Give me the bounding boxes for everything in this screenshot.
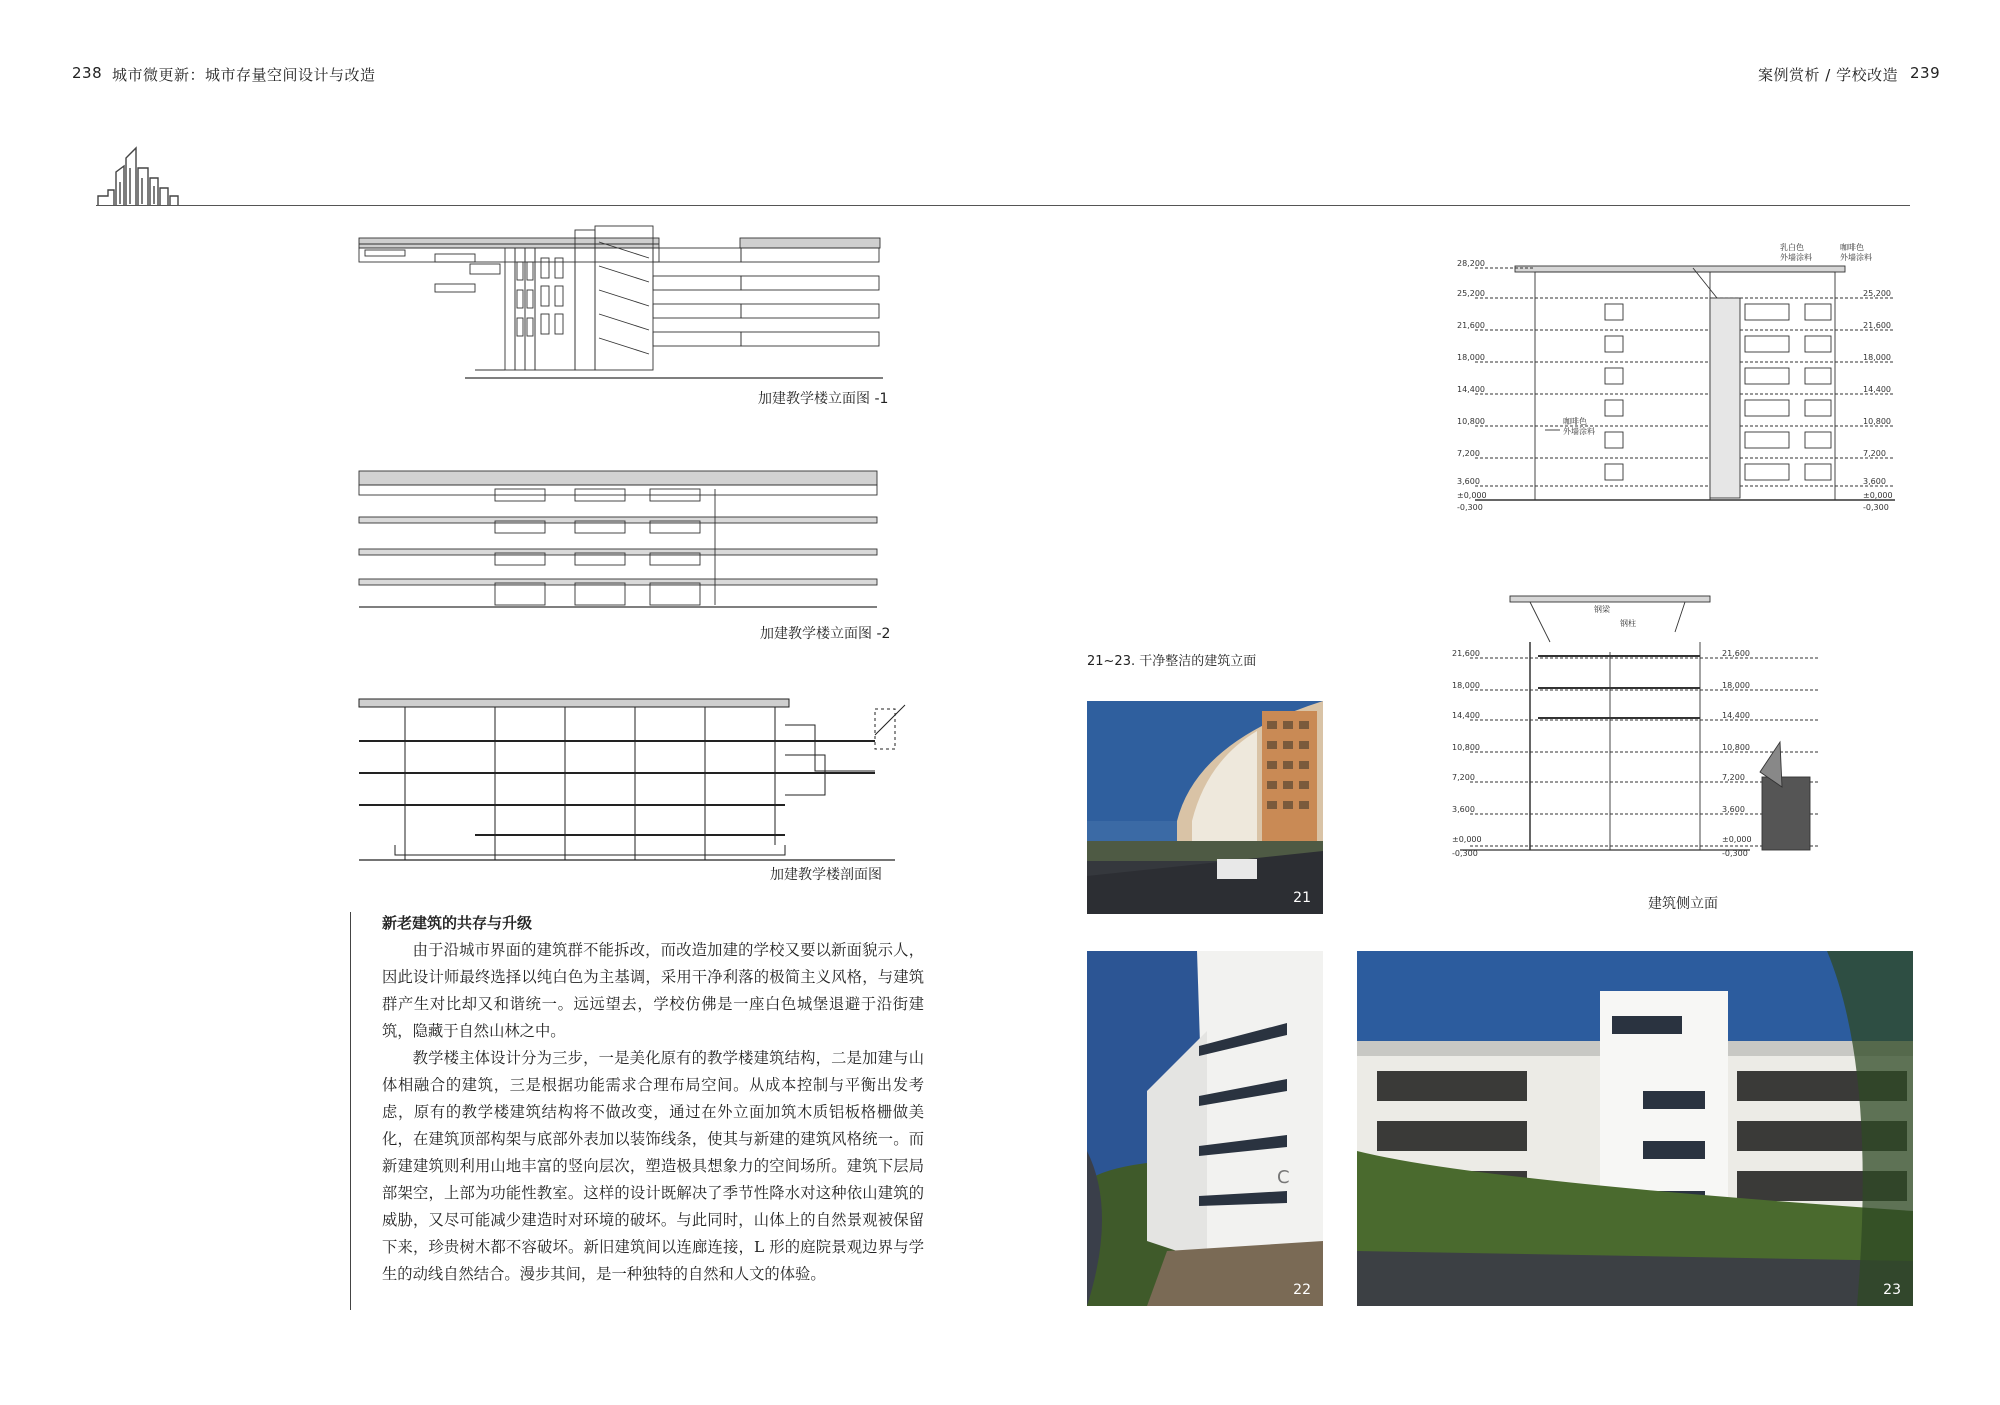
header-rule <box>96 205 1910 206</box>
lower-level-r-10800: 10,800 <box>1722 743 1750 752</box>
elevation-drawing-1 <box>355 222 885 382</box>
side-level-minus: -0,300 <box>1457 503 1483 512</box>
side-level-r-7200: 7,200 <box>1863 449 1886 458</box>
side-level-r-25200: 25,200 <box>1863 289 1891 298</box>
lower-level-minus: -0,300 <box>1452 849 1478 858</box>
article-body <box>382 937 924 1288</box>
photo-21-number: 21 <box>1293 890 1311 906</box>
right-running-title: 案例赏析 / 学校改造 <box>1758 66 1899 84</box>
side-level-r-3600: 3,600 <box>1863 477 1886 486</box>
photo-group-caption: 21~23. 干净整洁的建筑立面 <box>1087 654 1257 669</box>
lower-level-r-14400: 14,400 <box>1722 711 1750 720</box>
lower-level-r-21600: 21,600 <box>1722 649 1750 658</box>
section-drawing <box>355 695 915 865</box>
article-rule <box>350 912 351 1310</box>
lower-side-elevation-drawing <box>1450 592 1830 862</box>
photo-21 <box>1087 701 1323 914</box>
article-paragraph-1: 由于沿城市界面的建筑群不能拆改，而改造加建的学校又要以新面貌示人，因此设计师最终选择以纯白色为主基调，采用干净利落的极简主义风格，与建筑群产生对比却又和谐统一。远远望去，学校仿佛是一座白色城堡退避于沿街建筑，隐藏于自然山林之中。 <box>382 941 924 1040</box>
lower-level-r-7200: 7,200 <box>1722 773 1745 782</box>
side-note-1: 乳白色 <box>1780 243 1804 252</box>
side-level-28200: 28,200 <box>1457 259 1485 268</box>
side-note-3: 咖啡色 <box>1563 417 1587 426</box>
side-level-0: ±0,000 <box>1457 491 1487 500</box>
side-level-18000: 18,000 <box>1457 353 1485 362</box>
side-note-1b: 外墙涂料 <box>1780 253 1812 262</box>
lower-level-10800: 10,800 <box>1452 743 1480 752</box>
article-title: 新老建筑的共存与升级 <box>382 914 533 932</box>
photo-23 <box>1357 951 1913 1306</box>
side-level-21600: 21,600 <box>1457 321 1485 330</box>
side-level-r-14400: 14,400 <box>1863 385 1891 394</box>
photo-23-number: 23 <box>1883 1282 1901 1298</box>
side-note-2b: 外墙涂料 <box>1840 253 1872 262</box>
side-level-r-0: ±0,000 <box>1863 491 1893 500</box>
left-page-number: 238 <box>72 64 103 82</box>
side-level-10800: 10,800 <box>1457 417 1485 426</box>
side-note-3b: 外墙涂料 <box>1563 427 1595 436</box>
side-level-r-minus: -0,300 <box>1863 503 1889 512</box>
lower-note-1: 钢梁 <box>1594 605 1610 614</box>
lower-level-0: ±0,000 <box>1452 835 1482 844</box>
lower-level-14400: 14,400 <box>1452 711 1480 720</box>
side-level-25200: 25,200 <box>1457 289 1485 298</box>
elevation-drawing-2 <box>355 465 885 615</box>
lower-level-7200: 7,200 <box>1452 773 1475 782</box>
side-level-r-21600: 21,600 <box>1863 321 1891 330</box>
side-note-2: 咖啡色 <box>1840 243 1864 252</box>
skyline-logo-icon <box>96 138 206 208</box>
photo-22-number: 22 <box>1293 1282 1311 1298</box>
article-paragraph-2: 教学楼主体设计分为三步，一是美化原有的教学楼建筑结构，二是加建与山体相融合的建筑，三是根据功能需求合理布局空间。从成本控制与平衡出发考虑，原有的教学楼建筑结构将不做改变，通过在外立面加筑木质铝板格栅做美化，在建筑顶部构架与底部外表加以装饰线条，使其与新建的建筑风格统一。而新建建筑则利用山地丰富的竖向层次，塑造极具想象力的空间场所。建筑下层局部架空，上部为功能性教室。这样的设计既解决了季节性降水对这种依山建筑的威胁，又尽可能减少建造时对环境的破坏。与此同时，山体上的自然景观被保留下来，珍贵树木都不容破坏。新旧建筑间以连廊连接，L 形的庭院景观边界与学生的动线自然结合。漫步其间，是一种独特的自然和人文的体验。 <box>382 1049 924 1283</box>
lower-note-2: 钢柱 <box>1620 619 1636 628</box>
lower-level-r-0: ±0,000 <box>1722 835 1752 844</box>
lower-level-r-minus: -0,300 <box>1722 849 1748 858</box>
lower-level-3600: 3,600 <box>1452 805 1475 814</box>
side-level-3600: 3,600 <box>1457 477 1480 486</box>
photo-22 <box>1087 951 1323 1306</box>
section-caption: 加建教学楼剖面图 <box>770 867 882 883</box>
elevation-1-caption: 加建教学楼立面图 -1 <box>758 391 889 407</box>
photo-22-sign: C <box>1277 1167 1290 1188</box>
side-level-r-10800: 10,800 <box>1863 417 1891 426</box>
lower-level-18000: 18,000 <box>1452 681 1480 690</box>
side-elevation-caption: 建筑侧立面 <box>1648 896 1718 912</box>
side-level-7200: 7,200 <box>1457 449 1480 458</box>
elevation-2-caption: 加建教学楼立面图 -2 <box>760 626 891 642</box>
lower-level-r-3600: 3,600 <box>1722 805 1745 814</box>
right-page-number: 239 <box>1910 64 1941 82</box>
side-elevation-drawing <box>1455 238 1905 538</box>
side-level-14400: 14,400 <box>1457 385 1485 394</box>
side-level-r-18000: 18,000 <box>1863 353 1891 362</box>
lower-level-21600: 21,600 <box>1452 649 1480 658</box>
left-running-title: 城市微更新：城市存量空间设计与改造 <box>112 66 376 84</box>
lower-level-r-18000: 18,000 <box>1722 681 1750 690</box>
